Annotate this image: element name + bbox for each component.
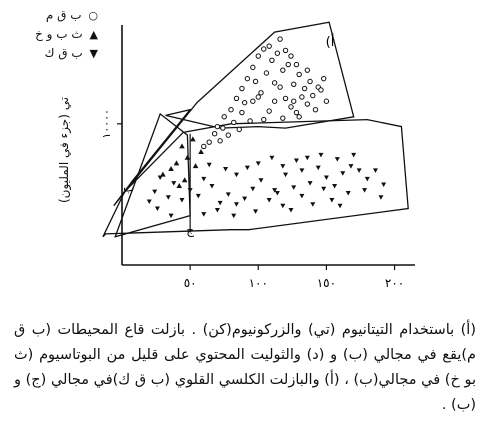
point-s3-33 [280, 164, 285, 169]
point-s1-48 [272, 81, 276, 85]
point-s1-40 [251, 99, 255, 103]
point-s1-0 [215, 124, 219, 128]
point-s3-48 [253, 209, 258, 214]
point-s3-26 [348, 164, 353, 169]
point-s1-52 [283, 48, 287, 52]
point-s3-19 [291, 185, 296, 190]
legend-label-1: ب ق م [45, 8, 82, 22]
point-s3-4 [171, 181, 176, 186]
point-s1-18 [302, 86, 306, 90]
x-tick-label-3: ٢٠٠ [384, 276, 405, 290]
point-s3-8 [201, 177, 206, 182]
legend-label-3: ب ق ك [44, 46, 83, 60]
point-s1-28 [218, 139, 222, 143]
point-s1-1 [222, 115, 226, 119]
point-s3-56 [155, 207, 160, 212]
point-s1-23 [272, 99, 276, 103]
point-s1-5 [245, 76, 249, 80]
point-s3-51 [338, 204, 343, 209]
point-s3-57 [280, 204, 285, 209]
point-s3-34 [294, 159, 299, 164]
point-s2-7 [193, 163, 199, 168]
point-s3-11 [226, 192, 231, 197]
point-s1-39 [262, 117, 266, 121]
point-s1-6 [251, 65, 255, 69]
point-s3-30 [381, 183, 386, 188]
x-tick-label-2: ١٥٠ [316, 276, 337, 290]
point-s2-6 [182, 177, 188, 182]
point-s3-32 [269, 156, 274, 161]
point-s3-50 [231, 214, 236, 219]
point-s3-9 [209, 184, 214, 189]
field-A [115, 114, 190, 237]
point-s1-53 [294, 62, 298, 66]
legend [20, 6, 98, 63]
point-s1-36 [313, 108, 317, 112]
point-s1-30 [278, 85, 282, 89]
point-s3-44 [310, 202, 315, 207]
point-s1-50 [278, 37, 282, 41]
field-B [114, 22, 354, 206]
point-s3-12 [234, 202, 239, 207]
point-s1-4 [240, 86, 244, 90]
point-s3-16 [267, 198, 272, 203]
legend-label-2: ث ب و خ [35, 27, 83, 41]
point-s3-25 [340, 171, 345, 176]
point-s3-21 [308, 181, 313, 186]
point-s1-29 [242, 100, 246, 104]
point-s1-17 [297, 72, 301, 76]
point-s1-56 [324, 99, 328, 103]
point-s3-0 [147, 199, 152, 204]
point-s1-43 [207, 140, 211, 144]
point-s1-19 [308, 79, 312, 83]
point-s3-37 [335, 157, 340, 162]
point-s3-53 [378, 195, 383, 200]
filled-triangle-up-icon: ▲ [89, 28, 98, 41]
point-s3-29 [373, 168, 378, 173]
point-s1-44 [202, 144, 206, 148]
point-s3-23 [324, 175, 329, 180]
point-s2-1 [179, 143, 185, 148]
point-s3-27 [357, 168, 362, 173]
point-s1-37 [297, 115, 301, 119]
point-s1-27 [226, 133, 230, 137]
point-s3-31 [256, 161, 261, 166]
point-s3-52 [362, 188, 367, 193]
point-s1-20 [283, 96, 287, 100]
field-label-1: ج [186, 222, 195, 237]
point-s2-9 [176, 183, 182, 188]
legend-entry-2 [20, 25, 98, 44]
filled-triangle-down-icon: ▼ [89, 47, 98, 60]
point-s1-26 [237, 127, 241, 131]
point-s3-22 [316, 166, 321, 171]
point-s1-55 [319, 88, 323, 92]
legend-entry-3 [20, 44, 98, 63]
point-s3-3 [166, 195, 171, 200]
point-s3-47 [288, 208, 293, 213]
point-s1-54 [305, 68, 309, 72]
point-s2-2 [185, 155, 191, 160]
point-s1-42 [212, 132, 216, 136]
point-s3-46 [346, 191, 351, 196]
point-s3-17 [275, 191, 280, 196]
point-s1-12 [270, 58, 274, 62]
point-s3-6 [188, 188, 193, 193]
figure-caption: (أ) باستخدام التيتانيوم (تي) والزركونيوم(كن) . بازلت قاع المحيطات (ب ق م)يقع في مجالي (ب) و (د) والثوليت المحتوي على قليل من البوتاسيوم (ث بو خ) في مجالي(ب) ، (أ) والبازلت الكلسي القلوي (ب ق ك)في مجالي (ج) و (ب) . [14, 322, 476, 413]
field-label-0: ب [123, 180, 135, 195]
point-s3-45 [329, 198, 334, 203]
point-s3-20 [299, 194, 304, 199]
point-s1-41 [232, 120, 236, 124]
point-s1-13 [275, 51, 279, 55]
point-s1-2 [229, 108, 233, 112]
point-s3-35 [305, 156, 310, 161]
point-s3-41 [223, 167, 228, 172]
x-tick-label-1: ١٠٠ [248, 276, 268, 290]
point-s1-14 [281, 68, 285, 72]
point-s3-54 [201, 212, 206, 217]
fields-layer [103, 22, 408, 237]
point-s3-7 [196, 194, 201, 199]
point-s1-46 [240, 110, 244, 114]
point-s1-35 [321, 76, 325, 80]
point-s1-24 [267, 109, 271, 113]
open-circle-icon: ○ [88, 9, 98, 22]
field-C [103, 120, 408, 237]
point-s1-9 [253, 79, 257, 83]
point-s3-39 [234, 173, 239, 178]
point-s3-5 [179, 198, 184, 203]
point-s3-42 [207, 163, 212, 168]
point-s1-10 [259, 91, 263, 95]
point-s1-7 [256, 54, 260, 58]
point-s1-8 [262, 47, 266, 51]
point-s3-2 [158, 175, 163, 180]
point-s1-51 [267, 44, 271, 48]
point-s1-38 [281, 116, 285, 120]
point-s1-32 [305, 102, 309, 106]
point-s3-1 [152, 190, 157, 195]
axes-layer [100, 25, 415, 290]
point-s3-13 [242, 197, 247, 202]
point-s3-18 [283, 173, 288, 178]
point-s2-3 [190, 136, 196, 141]
point-s2-0 [174, 160, 180, 165]
point-s1-33 [311, 93, 315, 97]
point-s3-10 [218, 201, 223, 206]
y-tick-label-0: ١٠٠٠٠ [100, 109, 113, 139]
point-s3-14 [250, 187, 255, 192]
point-s1-47 [256, 95, 260, 99]
point-s1-49 [289, 54, 293, 58]
point-s1-21 [289, 105, 293, 109]
point-s2-8 [198, 149, 204, 154]
x-tick-label-0: ٥٠ [183, 276, 197, 290]
point-s2-4 [168, 166, 174, 171]
point-s3-36 [318, 153, 323, 158]
point-s1-45 [221, 126, 225, 130]
point-s1-22 [294, 110, 298, 114]
panel-label: (أ [325, 35, 335, 50]
point-s1-3 [234, 96, 238, 100]
point-s3-59 [321, 187, 326, 192]
point-s1-57 [292, 99, 296, 103]
y-axis-label: تي (جزء في المليون) [57, 96, 71, 204]
point-s3-49 [215, 208, 220, 213]
point-s1-16 [292, 82, 296, 86]
point-s3-28 [365, 177, 370, 182]
point-s3-55 [169, 214, 174, 219]
point-s3-24 [332, 184, 337, 189]
point-s1-25 [248, 119, 252, 123]
point-s3-38 [351, 153, 356, 158]
point-s3-15 [259, 178, 264, 183]
point-s3-40 [245, 166, 250, 171]
point-s1-31 [300, 95, 304, 99]
point-s1-11 [264, 71, 268, 75]
point-s1-15 [286, 62, 290, 66]
legend-entry-1 [20, 6, 98, 25]
point-s3-58 [299, 168, 304, 173]
